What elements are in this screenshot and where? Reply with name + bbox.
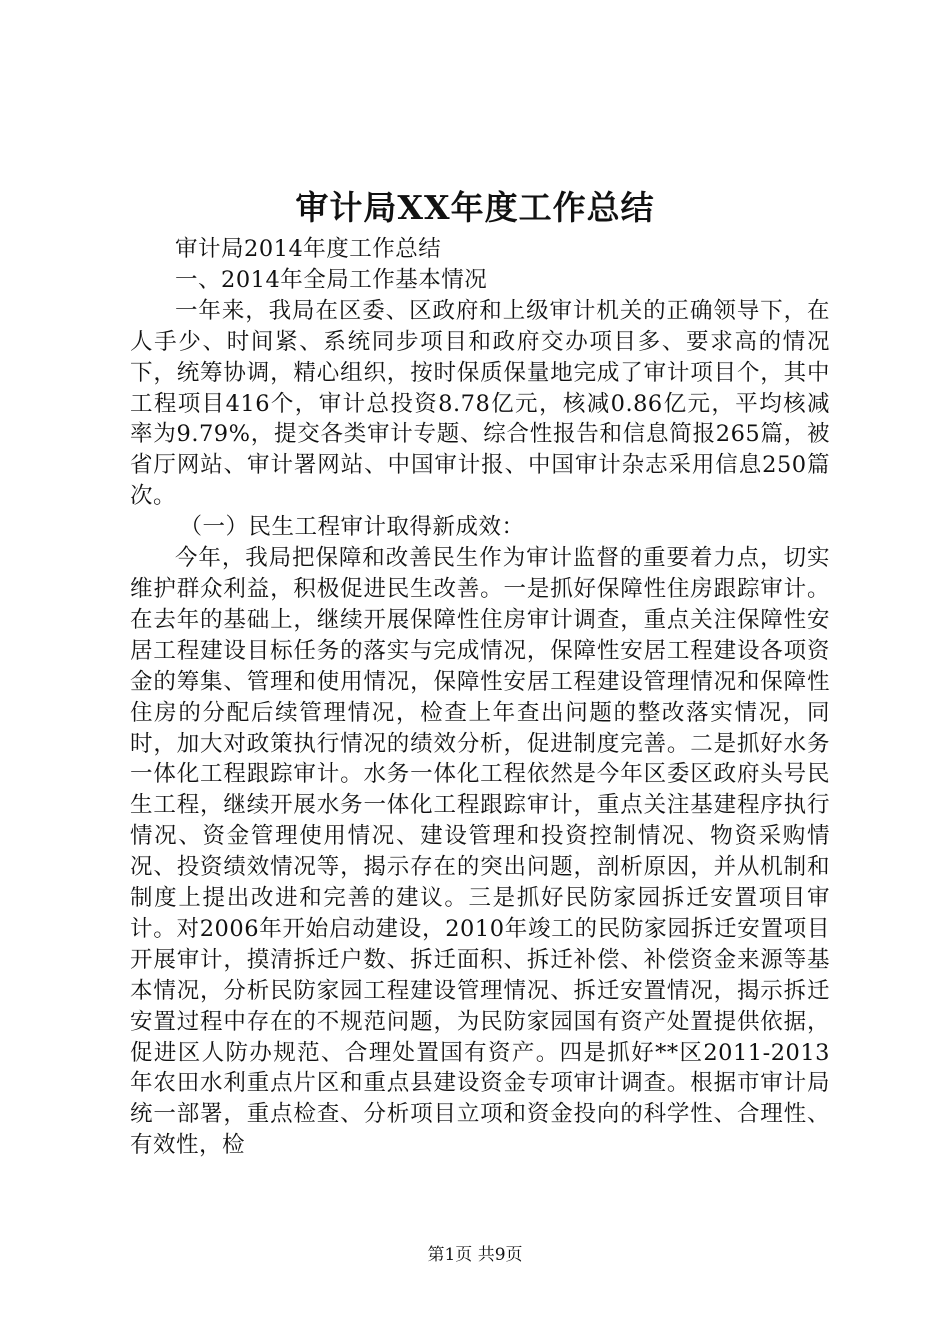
document-title: 审计局XX年度工作总结	[295, 188, 655, 227]
body-paragraph: 一年来，我局在区委、区政府和上级审计机关的正确领导下，在人手少、时间紧、系统同步项目和政府交办项目多、要求高的情况下，统筹协调，精心组织，按时保质保量地完成了审计项目个，其中工程项目416个，审计总投资8.78亿元，核减0.86亿元，平均核减率为9.79%，提交各类审计专题、综合性报告和信息简报265篇，被省厅网站、审计署网站、中国审计报、中国审计杂志采用信息250篇次。	[130, 297, 830, 510]
subsection-heading: （一）民生工程审计取得新成效：	[179, 514, 525, 541]
page-footer: 第1页 共9页	[427, 1245, 523, 1265]
section-heading: 一、2014年全局工作基本情况	[175, 266, 488, 293]
subtitle-paragraph: 审计局2014年度工作总结	[175, 236, 442, 262]
body-paragraph: 今年，我局把保障和改善民生作为审计监督的重要着力点，切实维护群众利益，积极促进民生改善。一是抓好保障性住房跟踪审计。在去年的基础上，继续开展保障性住房审计调查，重点关注保障性安居工程建设目标任务的落实与完成情况，保障性安居工程建设各项资金的筹集、管理和使用情况，保障性安居工程建设管理情况和保障性住房的分配后续管理情况，检查上年查出问题的整改落实情况，同时，加大对政策执行情况的绩效分析，促进制度完善。二是抓好水务一体化工程跟踪审计。水务一体化工程依然是今年区委区政府头号民生工程，继续开展水务一体化工程跟踪审计，重点关注基建程序执行情况、资金管理使用情况、建设管理和投资控制情况、物资采购情况、投资绩效情况等，揭示存在的突出问题，剖析原因，并从机制和制度上提出改进和完善的建议。三是抓好民防家园拆迁安置项目审计。对2006年开始启动建设，2010年竣工的民防家园拆迁安置项目开展审计，摸清拆迁户数、拆迁面积、拆迁补偿、补偿资金来源等基本情况，分析民防家园工程建设管理情况、拆迁安置情况，揭示拆迁安置过程中存在的不规范问题，为民防家园国有资产处置提供依据，促进区人防办规范、合理处置国有资产。四是抓好**区2011-2013年农田水利重点片区和重点县建设资金专项审计调查。根据市审计局统一部署，重点检查、分析项目立项和资金投向的科学性、合理性、有效性，检	[130, 545, 830, 1159]
document-body	[130, 234, 830, 1161]
